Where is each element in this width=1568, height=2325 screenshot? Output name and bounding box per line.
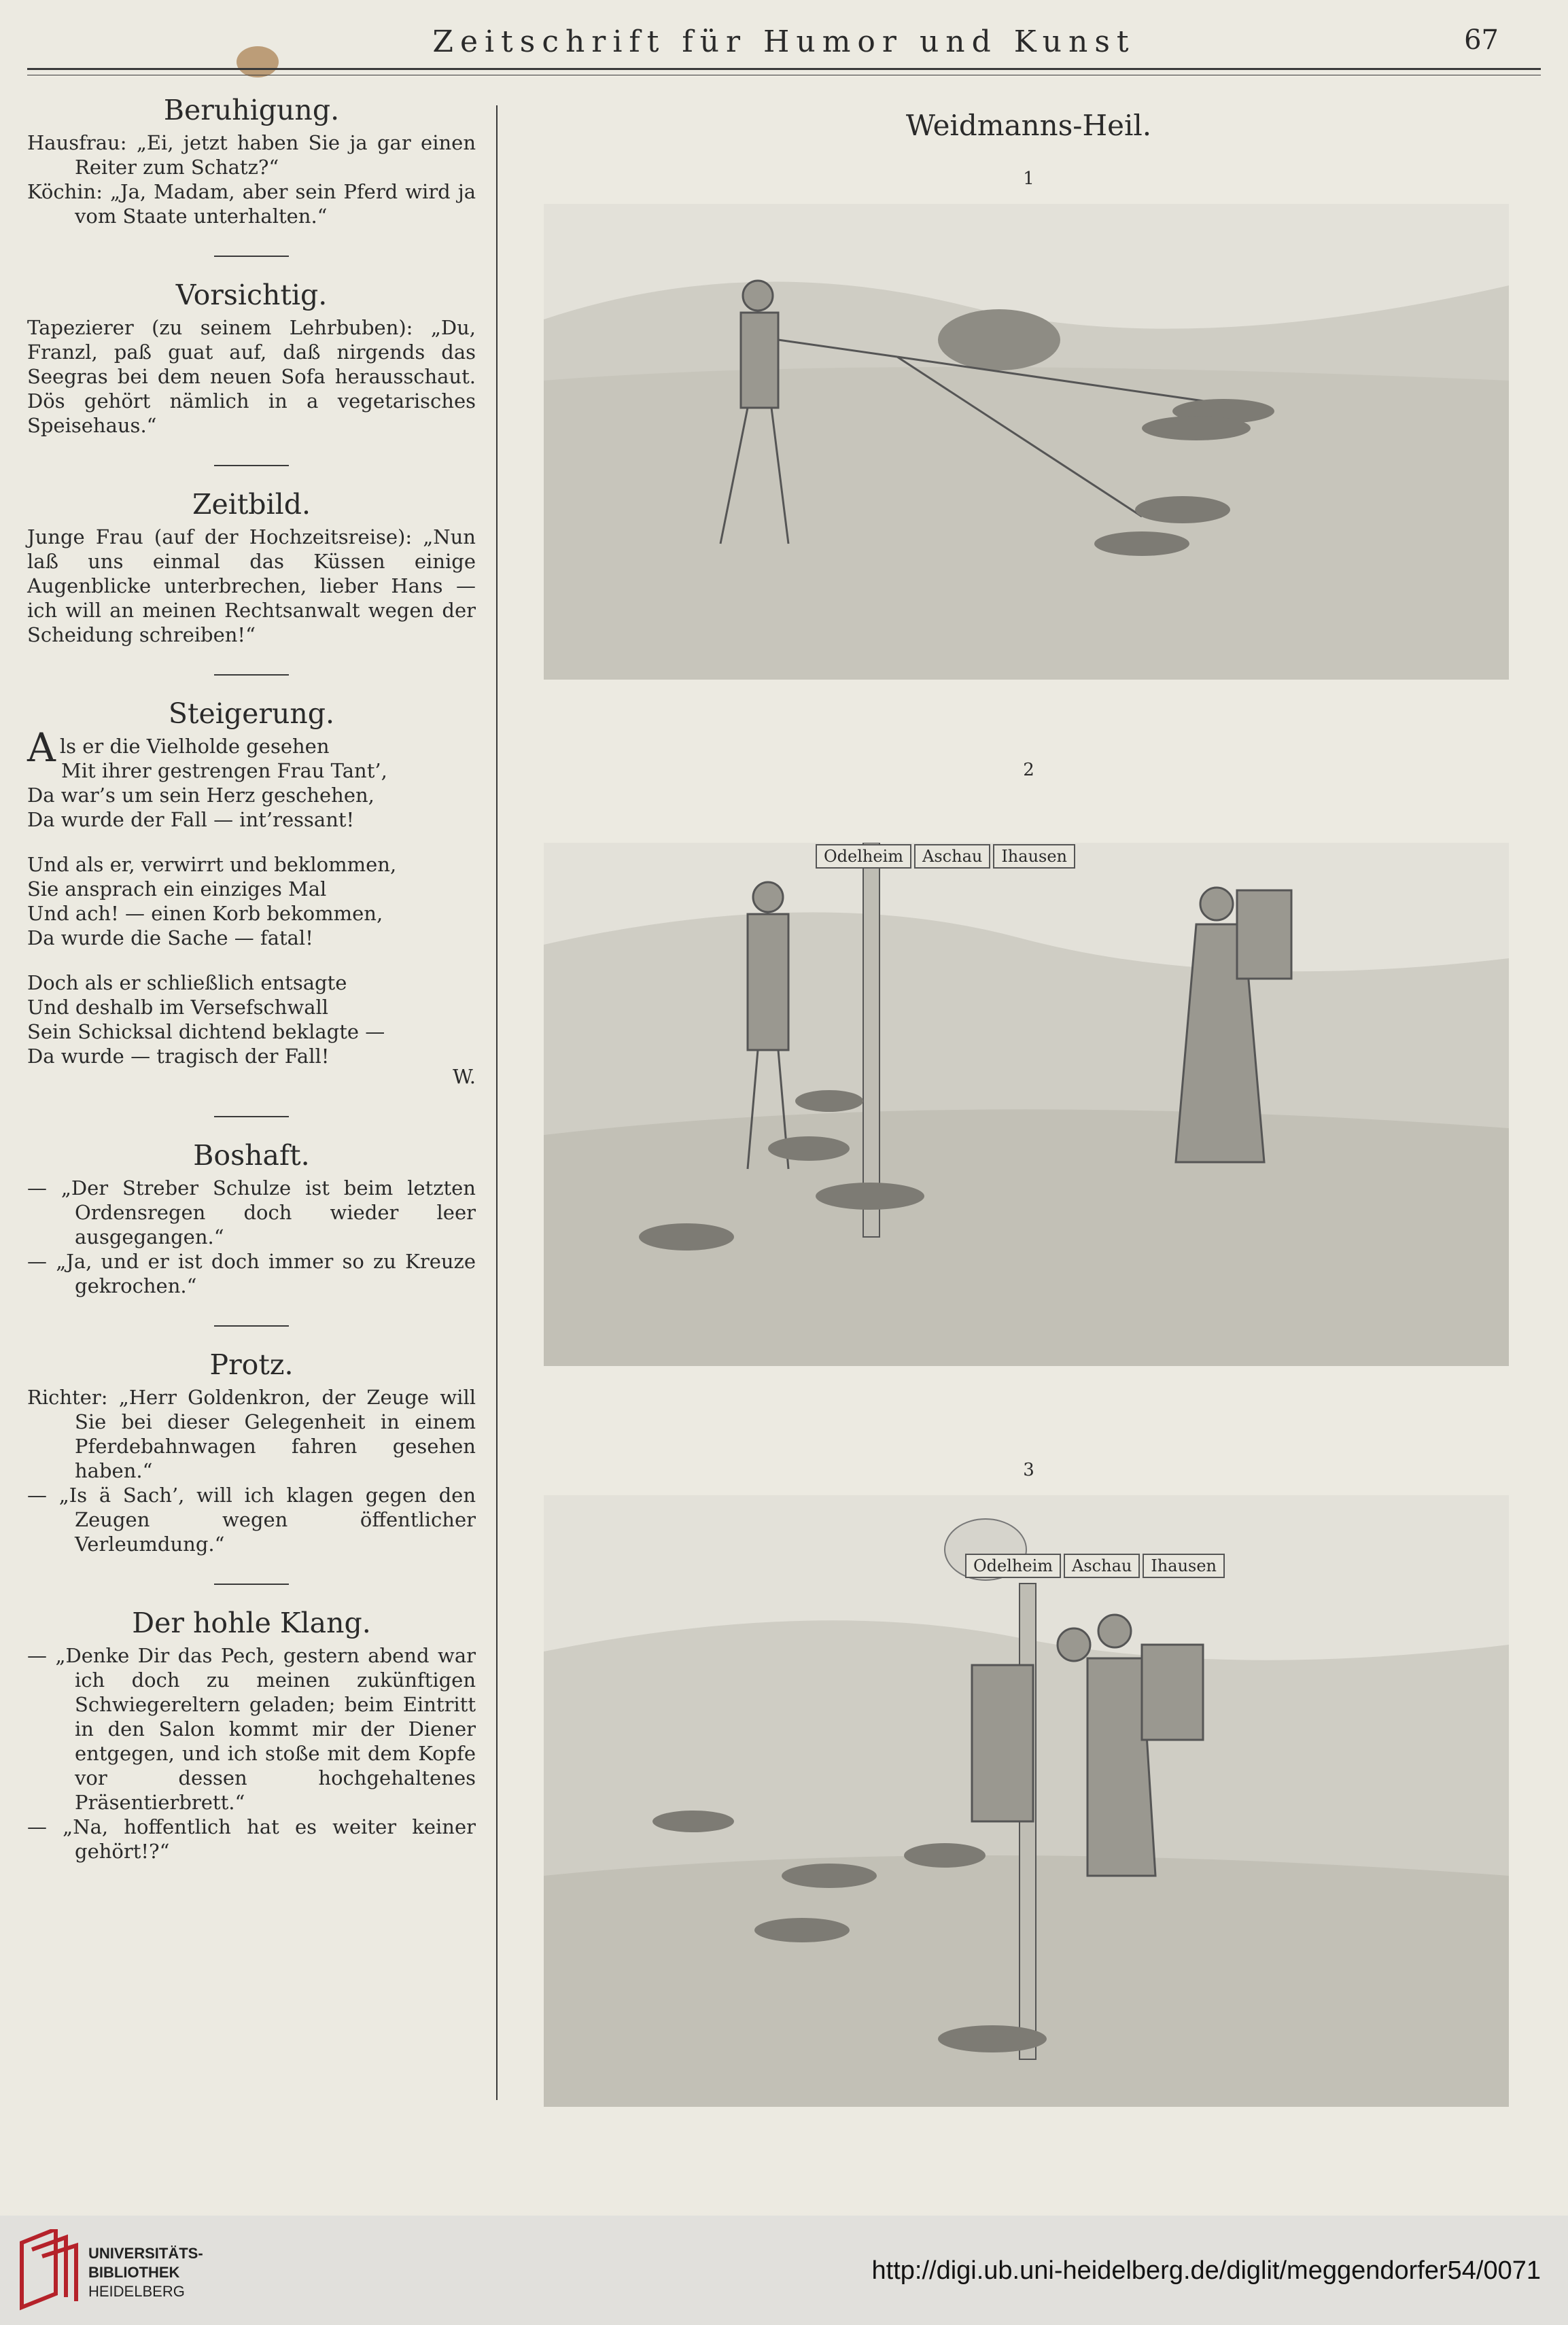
heading-zeitbild: Zeitbild. (192, 488, 311, 521)
poem-line: Da wurde — tragisch der Fall! (27, 1045, 330, 1068)
separator (214, 256, 289, 257)
left-column (27, 88, 476, 1864)
page-number: 67 (1464, 24, 1499, 56)
separator (214, 1584, 289, 1585)
anecdote-text: Tapezierer (zu seinem Lehrbuben): „Du, Franzl, paß guat auf, daß nirgends das Seegras bei dem neuen Sofa herausschaut. Dös gehört nämlich in a vegetarisches Speisehaus.“ (27, 316, 476, 437)
dialogue-line: Köchin: „Ja, Madam, aber sein Pferd wird ja vom Staate unterhalten.“ (27, 180, 476, 228)
library-footer (0, 2216, 1568, 2325)
dialogue-line: Hausfrau: „Ei, jetzt haben Sie ja gar einen Reiter zum Schatz?“ (27, 131, 476, 179)
poem-line: Da wurde die Sache — fatal! (27, 926, 313, 949)
right-column (517, 0, 1541, 2216)
library-name-line: BIBLIOTHEK (88, 2264, 180, 2281)
poem-line: Und deshalb im Versefschwall (27, 996, 329, 1019)
heading-steigerung: Steigerung. (168, 697, 335, 730)
comic-title: Weidmanns-Heil. (905, 109, 1152, 142)
hunter-kisses-woman-illustration (544, 1495, 1509, 2107)
comic-panel-2 (544, 843, 1509, 1366)
dialogue-line: — „Is ä Sach’, will ich klagen gegen den Zeugen wegen öffentlicher Verleumdung.“ (27, 1484, 476, 1556)
library-name-line: HEIDELBERG (88, 2283, 185, 2300)
hunter-with-dachshunds-illustration (544, 204, 1509, 680)
dialogue-line: — „Na, hoffentlich hat es weiter keiner gehört!?“ (27, 1815, 476, 1863)
source-url-link[interactable]: http://digi.ub.uni-heidelberg.de/diglit/meggendorfer54/0071 (871, 2256, 1541, 2285)
panel-number: 3 (1023, 1460, 1034, 1480)
poem-line: Und als er, verwirrt und beklommen, (27, 853, 397, 876)
library-name-line: UNIVERSITÄTS- (88, 2245, 203, 2262)
heading-beruhigung: Beruhigung. (163, 94, 340, 126)
comic-panel-1 (544, 204, 1509, 680)
column-divider (496, 105, 498, 2100)
dialogue-line: Richter: „Herr Goldenkron, der Zeuge will Sie bei dieser Gelegenheit in einem Pferdebahnwagen fahren gesehen haben.“ (27, 1386, 476, 1482)
separator (214, 465, 289, 466)
heading-protz: Protz. (209, 1348, 294, 1381)
poem (27, 724, 476, 1089)
heading-hohle-klang: Der hohle Klang. (132, 1607, 371, 1639)
drop-cap: A (27, 724, 56, 771)
poem-line: Sie ansprach ein einziges Mal (27, 877, 327, 901)
heading-boshaft: Boshaft. (193, 1139, 310, 1172)
sign-label: Ihausen (1143, 1554, 1225, 1578)
panel-number: 2 (1023, 760, 1034, 780)
sign-label: Odelheim (816, 844, 911, 869)
panel-number: 1 (1023, 169, 1034, 189)
separator (214, 674, 289, 676)
poem-stanza (27, 724, 476, 832)
dialogue-line: — „Ja, und er ist doch immer so zu Kreuze gekrochen.“ (27, 1250, 476, 1297)
poem-line: Mit ihrer gestrengen Frau Tant’, (61, 759, 387, 782)
poem-line: Und ach! — einen Korb bekommen, (27, 902, 383, 925)
library-logo-icon (15, 2229, 83, 2311)
poem-stanza (27, 971, 476, 1068)
sign-label: Aschau (1064, 1554, 1140, 1578)
separator (214, 1116, 289, 1117)
hunter-meets-woman-illustration (544, 843, 1509, 1366)
sign-label: Ihausen (993, 844, 1075, 869)
signpost (965, 1554, 1225, 1578)
paper-stain (237, 46, 279, 77)
poem-signature: W. (453, 1065, 476, 1088)
journal-title: Zeitschrift für Humor und Kunst (432, 24, 1136, 59)
poem-line: Doch als er schließlich entsagte (27, 971, 347, 994)
poem-stanza (27, 852, 476, 950)
library-name (88, 2244, 203, 2301)
poem-line: Sein Schicksal dichtend beklagte — (27, 1020, 385, 1043)
heading-vorsichtig: Vorsichtig. (175, 279, 328, 311)
poem-line: ls er die Vielholde gesehen (59, 735, 330, 758)
sign-label: Aschau (914, 844, 990, 869)
anecdote-text: Junge Frau (auf der Hochzeitsreise): „Nun laß uns einmal das Küssen einige Augenblicke unterbrechen, lieber Hans — ich will an meinen Rechtsanwalt wegen der Scheidung schreiben!“ (27, 525, 476, 646)
dialogue-line: — „Denke Dir das Pech, gestern abend war ich doch zu meinen zukünftigen Schwiegereltern geladen; beim Eintritt in den Salon kommt mir der Diener entgegen, und ich stoße mit dem Kopfe vor dessen hochgehaltenes Präsentierbrett.“ (27, 1644, 476, 1814)
separator (214, 1325, 289, 1327)
dialogue-line: — „Der Streber Schulze ist beim letzten Ordensregen doch wieder leer ausgegangen.“ (27, 1176, 476, 1248)
sign-label: Odelheim (965, 1554, 1061, 1578)
poem-line: Da war’s um sein Herz geschehen, (27, 784, 374, 807)
comic-panel-3 (544, 1495, 1509, 2107)
poem-line: Da wurde der Fall — int’ressant! (27, 808, 355, 831)
signpost (816, 844, 1075, 869)
